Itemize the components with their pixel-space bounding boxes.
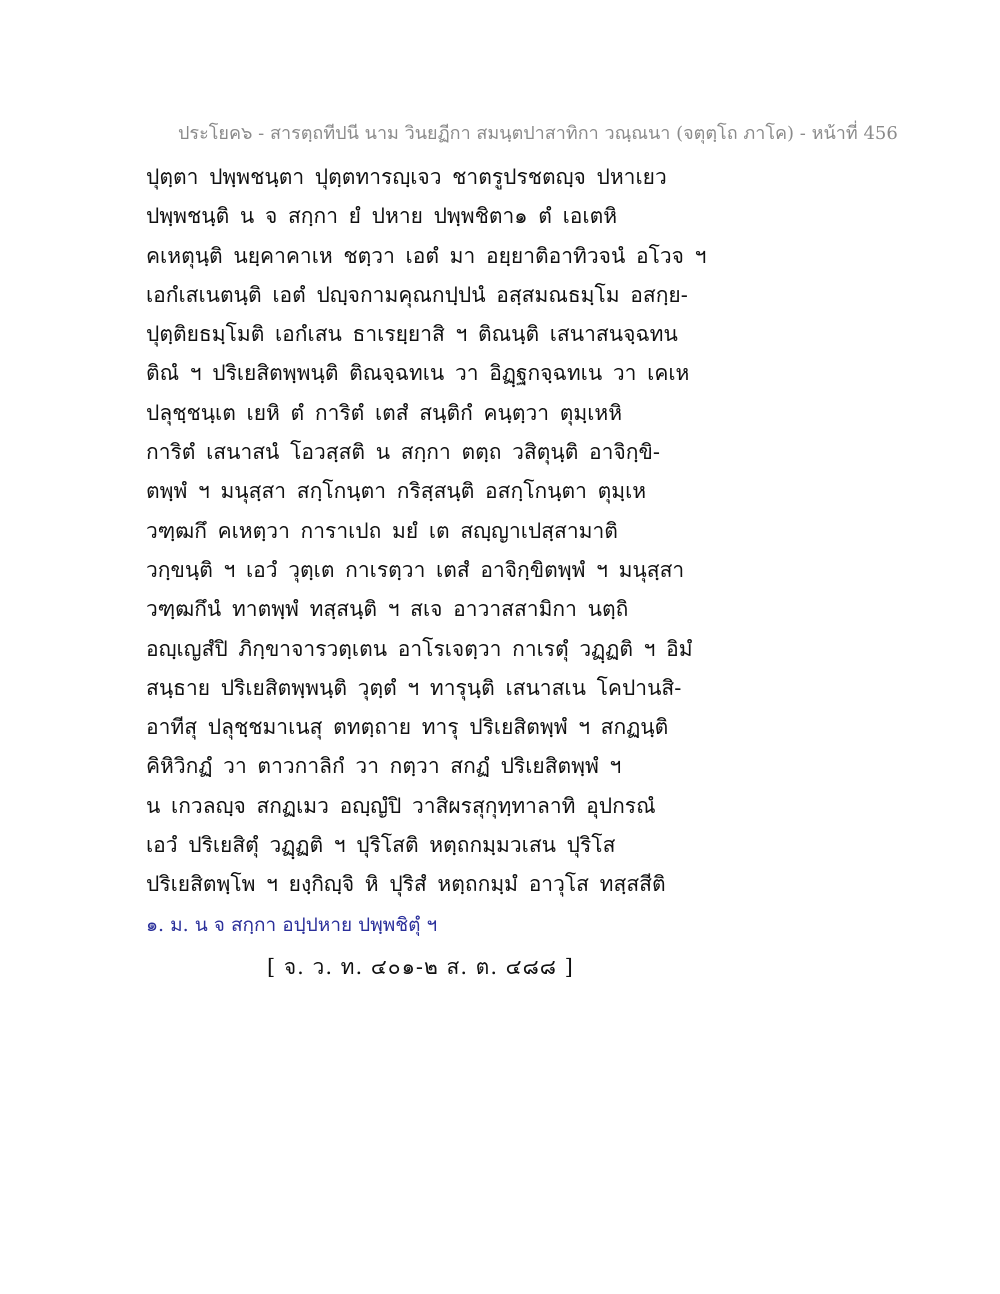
text-line: ปลุชฺชนฺเต เยหิ ตํ การิตํ เตสํ สนฺติกํ คนฺตฺวา ตุมฺเหหิ (146, 400, 623, 425)
text-line: เอกํเสเนตนฺติ เอตํ ปญฺจกามคุณกปฺปนํ อสฺสมณธมฺโม อสกฺย- (146, 282, 688, 307)
text-line: วฑฺฒกึนํ ทาตพฺพํ ทสฺสนฺติ ฯ สเจ อาวาสสามิกา นตฺถิ (146, 597, 629, 622)
text-line: ปุตฺติยธมฺโมติ เอกํเสน ธาเรยฺยาสิ ฯ ติณนฺติ เสนาสนจฺฉทน (146, 322, 678, 347)
text-line: วกฺขนฺติ ฯ เอวํ วุตฺเต กาเรตฺวา เตสํ อาจิกฺขิตพฺพํ ฯ มนุสฺสา (146, 557, 685, 582)
text-line: ปพฺพชนฺติ น จ สกฺกา ยํ ปหาย ปพฺพชิตา๑ ตํ เอเตหิ (146, 204, 618, 229)
text-line: การิตํ เสนาสนํ โอวสฺสติ น สกฺกา ตตฺถ วสิตุนฺติ อาจิกฺขิ- (146, 440, 660, 465)
page-reference: [ จ. ว. ท. ๔๐๑-๒ ส. ต. ๔๘๘ ] (267, 955, 574, 979)
text-line: อาทีสุ ปลุชฺชมาเนสุ ตทตฺถาย ทารุ ปริเยสิตพฺพํ ฯ สกฏนฺติ (146, 715, 669, 740)
running-header: ประโยค๖ - สารตฺถทีปนี นาม วินยฏีกา สมนฺตปาสาทิกา วณฺณนา (จตุตฺโถ ภาโค) - หน้าที่ 456 (178, 123, 898, 144)
text-line: น เกวลญฺจ สกฏเมว อญฺญํปิ วาสิผรสุกุทฺทาลาทิ อุปกรณํ (146, 793, 656, 818)
text-line: ปุตฺตา ปพฺพชนฺตา ปุตฺตทารญฺเจว ชาตรูปรชตญฺจ ปหาเยว (146, 165, 667, 189)
text-line: อญฺเญสํปิ ภิกฺขาจารวตฺเตน อาโรเจตฺวา กาเรตุํ วฏฺฏติ ฯ อิมํ (146, 636, 693, 661)
body-text (146, 158, 707, 905)
text-line: ติณํ ฯ ปริเยสิตพฺพนฺติ ติณจฺฉทเน วา อิฏฺฐกจฺฉทเน วา เคเห (146, 361, 690, 386)
text-line: สนฺธาย ปริเยสิตพฺพนฺติ วุตฺตํ ฯ ทารุนฺติ เสนาสเน โคปานสิ- (146, 675, 682, 700)
text-line: ตพฺพํ ฯ มนุสฺสา สกฺโกนฺตา กริสฺสนฺติ อสกฺโกนฺตา ตุมฺเห (146, 479, 647, 504)
footnote: ๑. ม. น จ สกฺกา อปฺปหาย ปพฺพชิตุํ ฯ (146, 914, 438, 936)
text-line: ปริเยสิตพฺโพ ฯ ยงฺกิญฺจิ หิ ปุริสํ หตฺถกมฺมํ อาวุโส ทสฺสสีติ (146, 872, 666, 897)
text-line: เอวํ ปริเยสิตุํ วฏฺฏติ ฯ ปุริโสติ หตฺถกมฺมวเสน ปุริโส (146, 833, 616, 858)
text-line: คิหิวิกฏํ วา ตาวกาลิกํ วา กตฺวา สกฏํ ปริเยสิตพฺพํ ฯ (146, 754, 622, 779)
text-line: วฑฺฒกึ คเหตฺวา การาเปถ มยํ เต สญฺญาเปสฺสามาติ (146, 518, 618, 543)
text-line: คเหตุนฺติ นยฺคาคาเห ชตฺวา เอตํ มา อยฺยาติอาทิวจนํ อโวจ ฯ (146, 243, 707, 268)
